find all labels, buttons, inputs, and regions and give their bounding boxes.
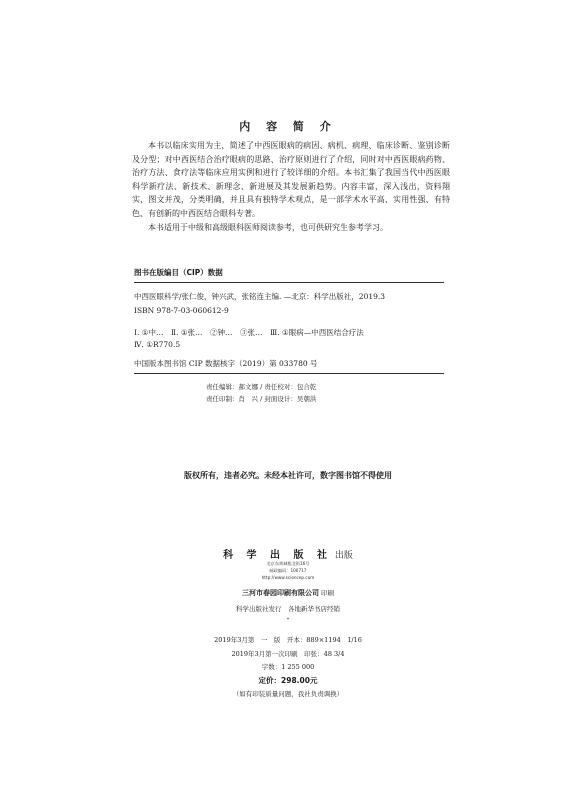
cip-top-rule (134, 282, 444, 283)
publisher-name: 科 学 出 版 社 (223, 550, 333, 561)
printing-line: 2019年3月第一次印刷 印张：48 3/4 (231, 650, 345, 658)
responsibility-editors-line: 责任编辑：郝文娜 / 责任校对：包合乾 (206, 383, 317, 391)
cip-citation-line: 中西医眼科学/张仁俊，钟兴武，张铭连主编. —北京：科学出版社，2019.3 (134, 292, 386, 301)
publisher-suffix: 出版 (334, 551, 353, 561)
printer-suffix: 印刷 (321, 589, 335, 597)
distribution-line: 科学出版社发行 各地新华书店经销 (236, 605, 340, 613)
quality-note: （如有印装质量问题，我社负责调换） (232, 690, 344, 698)
cip-classification-line: Ⅳ. ①R770.5 (134, 340, 181, 349)
intro-body (132, 139, 450, 234)
copyright-notice: 版权所有，违者必究。未经本社许可，数字图书馆不得使用 (184, 471, 392, 480)
responsibility-printing-line: 责任印制：肖 兴 / 封面设计：吴朝洪 (206, 395, 317, 403)
separator-star: * (286, 617, 290, 623)
publisher-line (0, 546, 576, 561)
intro-paragraph-1: 本书以临床实用为主，简述了中西医眼病的病因、病机、病理、临床诊断、鉴别诊断及分型；对中西医结合治疗眼病的思路、治疗原则进行了介绍，同时对中西医眼病药物、治疗方法、食疗法等临床应用实例和进行了较详细的介绍。本书汇集了我国当代中西医眼科学新疗法、新技术、新理念、新进展及其发展新趋势。内容丰富，深入浅出，资料翔实，图文并茂，分类明确，并且具有独特学术观点，是一部学术水平高、实用性强、有特色、有创新的中西医结合眼科专著。 (132, 141, 450, 218)
wordcount-line: 字数：1 255 000 (261, 663, 315, 671)
intro-title: 内 容 简 介 (239, 120, 337, 133)
printer-line (0, 588, 576, 598)
cip-isbn-line: ISBN 978-7-03-060612-9 (134, 306, 229, 315)
intro-paragraph-2: 本书适用于中级和高级眼科医师阅读参考，也可供研究生参考学习。 (148, 222, 388, 232)
price-line: 定价：298.00元 (258, 676, 318, 685)
cip-heading: 图书在版编目（CIP）数据 (134, 268, 223, 277)
cip-record-number-line: 中国版本图书馆 CIP 数据核字（2019）第 033780 号 (134, 359, 318, 368)
cip-bottom-rule (134, 373, 444, 374)
printer-name: 三河市春园印刷有限公司 (241, 588, 319, 597)
publisher-postcode: 邮政编码：100717 (269, 568, 307, 573)
publisher-address: 北京东黄城根北街16号 (266, 561, 310, 566)
edition-line: 2019年3月第 一 版 开本：889×1194 1/16 (214, 636, 362, 644)
publisher-website: http://www.sciencep.com (261, 575, 315, 580)
cip-subject-line: Ⅰ. ①中… Ⅱ. ①张… ②钟… ③张… Ⅲ. ①眼病—中西医结合疗法 (134, 328, 364, 337)
